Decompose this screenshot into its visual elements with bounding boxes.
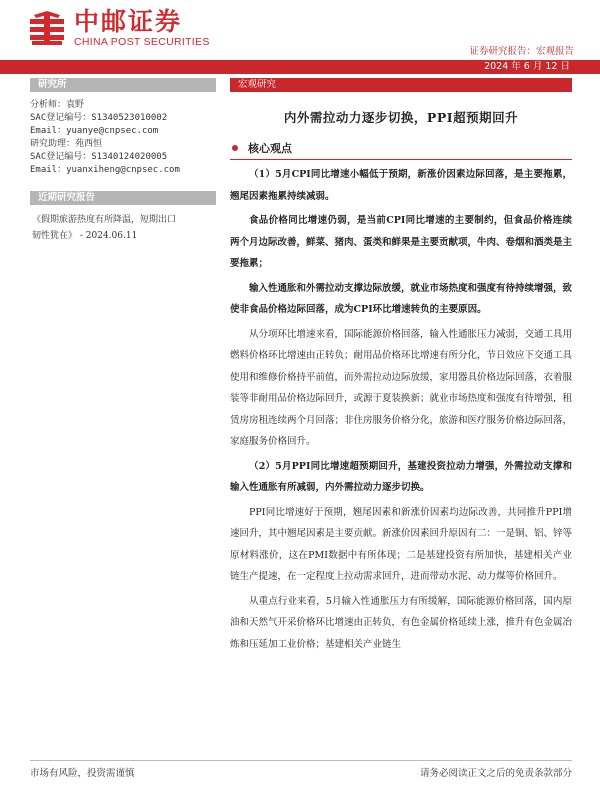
paragraph: （2）5月PPI同比增速超预期回升，基建投资拉动力增强，外需拉动支撑和输入性通胀有所减弱，内外需拉动力逐步切换。 — [230, 460, 572, 493]
analyst-name: 分析师：袁野 — [30, 100, 85, 110]
china-post-logo-icon — [28, 9, 66, 47]
sidebar — [30, 78, 216, 244]
core-views-heading — [230, 140, 572, 156]
section-tag: 宏观研究 — [230, 78, 572, 92]
bullet-dot-icon — [232, 145, 238, 151]
logo-english-name: CHINA POST SECURITIES — [74, 36, 210, 48]
paragraph: PPI同比增速好于预期，翘尾因素和新涨价因素均边际改善，共同推升PPI增速回升，其中翘尾因素是主要贡献。新涨价因素回升原因有二：一是铜、铝、锌等原材料涨价，这在PMI数据中有所体现；二是基建投资有所加快，基建相关产业链生产提速，在一定程度上拉动需求回升，进而带动水泥、动力煤等价格回升。 — [230, 506, 573, 582]
paragraph: 从分项环比增速来看，国际能源价格回落，输入性通胀压力减弱，交通工具用燃料价格环比增速由正转负；耐用品价格环比增速有所分化，节日效应下交通工具使用和维修价格持平前值，而外需拉动边际放缓，家用器具价格边际回落，衣着服装等非耐用品价格边际回升，或源于夏装换新；就业市场热度和强度有待增强，租赁房房租连续两个月回落；非住房服务价格分化，旅游和医疗服务价格边际回落，家庭服务价格回升。 — [230, 328, 573, 447]
report-header — [0, 0, 600, 70]
recent-report-title-line2[interactable]: 韧性犹在》 - 2024.06.11 — [32, 231, 138, 241]
main-content — [230, 78, 572, 658]
analyst-sac-number: SAC登记编号：S1340523010002 — [30, 113, 168, 123]
recent-reports-heading: 近期研究报告 — [30, 191, 216, 205]
research-institute-heading: 研究所 — [30, 78, 216, 92]
divider — [230, 159, 572, 160]
report-title: 内外需拉动力逐步切换，PPI超预期回升 — [283, 110, 519, 125]
disclaimer-note: 请务必阅读正文之后的免责条款部分 — [419, 768, 572, 779]
paragraph: （1）5月CPI同比增速小幅低于预期，新涨价因素边际回落，是主要拖累，翘尾因素拖累持续减弱。 — [230, 169, 572, 202]
footer-divider — [30, 760, 572, 761]
analyst-info — [30, 99, 216, 177]
logo-chinese-name: 中邮证券 — [74, 7, 183, 36]
body-text — [230, 164, 572, 655]
recent-report-title-line1[interactable]: 《假期旅游热度有所降温，短期出口 — [32, 215, 177, 225]
assistant-name: 研究助理：苑西恒 — [30, 139, 103, 149]
assistant-email[interactable]: Email：yuanxiheng@cnpsec.com — [30, 165, 180, 175]
paragraph: 从重点行业来看，5月输入性通胀压力有所缓解，国际能源价格回落，国内原油和天然气开采价格环比增速由正转负，有色金属价格延续上涨，推升有色金属冶炼和压延加工业价格；基建相关产业链生 — [230, 595, 573, 650]
paragraph: 食品价格同比增速仍弱，是当前CPI同比增速的主要制约，但食品价格连续两个月边际改善，鲜菜、猪肉、蛋类和鲜果是主要贡献项，牛肉、卷烟和酒类是主要拖累； — [230, 215, 573, 269]
core-views-label: 核心观点 — [248, 142, 292, 155]
analyst-email[interactable]: Email：yuanye@cnpsec.com — [30, 126, 159, 136]
paragraph: 输入性通胀和外需拉动支撑边际放缓，就业市场热度和强度有待持续增强，致使非食品价格边际回落，成为CPI环比增速转负的主要原因。 — [230, 282, 573, 315]
report-date: 2024 年 6 月 12 日 — [484, 61, 570, 72]
report-type-label: 证券研究报告：宏观报告 — [469, 46, 574, 57]
company-logo — [28, 8, 210, 48]
risk-warning: 市场有风险，投资需谨慎 — [30, 768, 135, 779]
date-bar — [0, 60, 600, 74]
assistant-sac-number: SAC登记编号：S1340124020005 — [30, 152, 168, 162]
